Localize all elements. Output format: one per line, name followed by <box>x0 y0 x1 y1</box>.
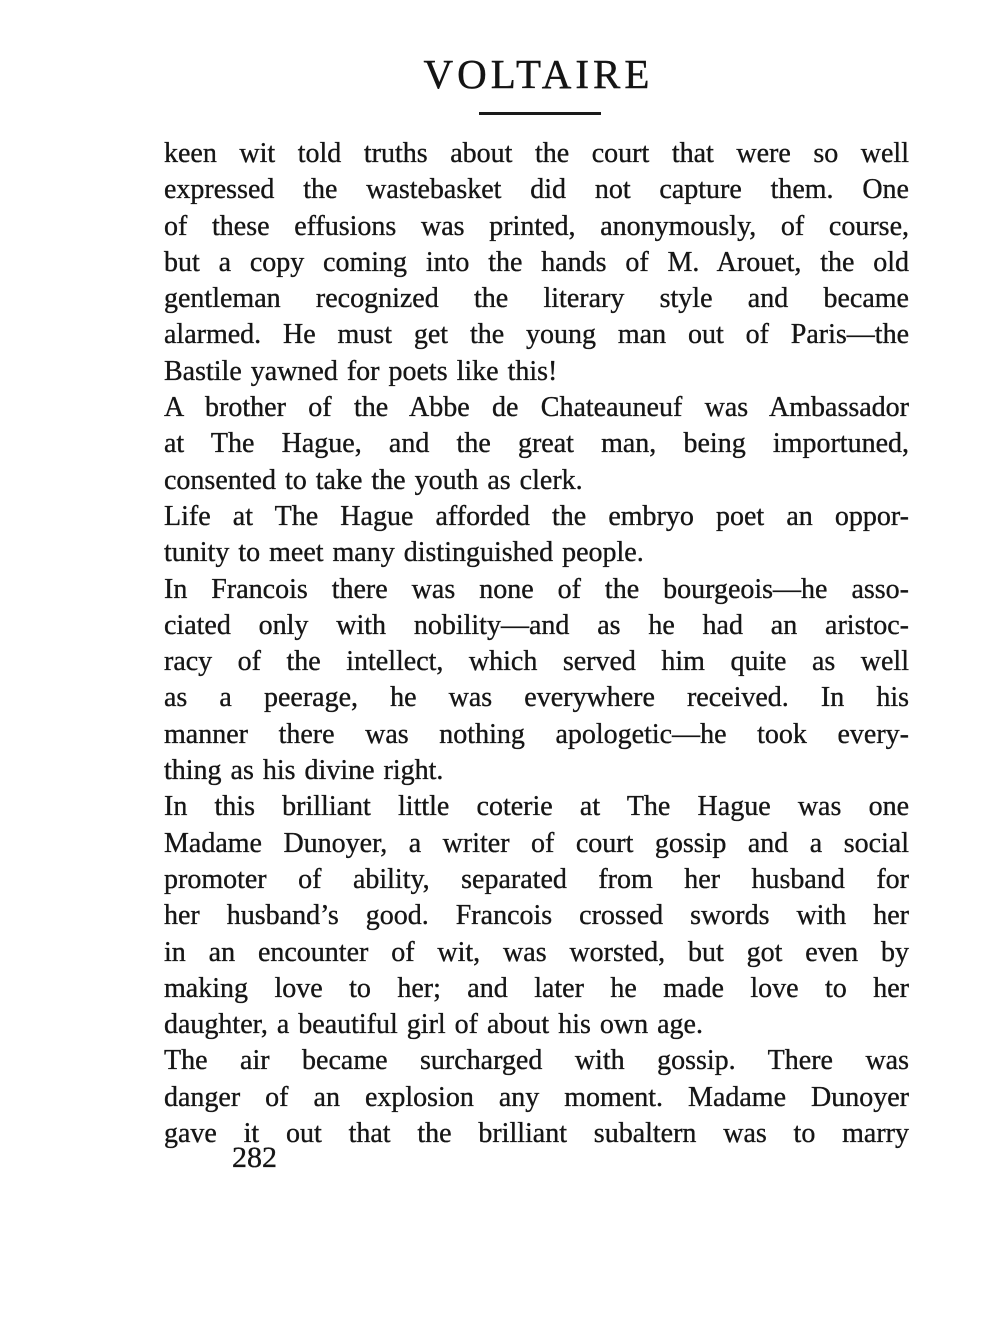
text-line: in an encounter of wit, was worsted, but got even by <box>164 936 909 968</box>
body-text <box>164 136 909 1152</box>
text-line: of these effusions was printed, anonymously, of course, <box>164 210 909 242</box>
text-line: Life at The Hague afforded the embryo poet an oppor- <box>164 500 909 532</box>
text-line: daughter, a beautiful girl of about his own age. <box>164 1009 703 1041</box>
page-title: VOLTAIRE <box>423 51 654 97</box>
text-line: tunity to meet many distinguished people. <box>164 537 644 569</box>
text-line: A brother of the Abbe de Chateauneuf was Ambassador <box>164 392 909 424</box>
text-line: In Francois there was none of the bourgeois—he asso- <box>164 573 909 605</box>
text-line: but a copy coming into the hands of M. Arouet, the old <box>164 246 909 278</box>
text-line: racy of the intellect, which served him quite as well <box>164 646 909 678</box>
text-line: The air became surcharged with gossip. There was <box>164 1045 909 1077</box>
text-line: at The Hague, and the great man, being importuned, <box>164 428 909 460</box>
text-line: Madame Dunoyer, a writer of court gossip and a social <box>164 827 909 859</box>
title-divider-rule <box>479 112 601 115</box>
page-number: 282 <box>232 1141 277 1174</box>
text-line: thing as his divine right. <box>164 755 444 787</box>
text-line: as a peerage, he was everywhere received. In his <box>164 682 909 714</box>
text-line: expressed the wastebasket did not capture them. One <box>164 174 909 206</box>
text-line: Bastile yawned for poets like this! <box>164 355 558 387</box>
text-line: keen wit told truths about the court that were so well <box>164 138 909 169</box>
text-line: manner there was nothing apologetic—he took every- <box>164 718 909 750</box>
text-line: promoter of ability, separated from her husband for <box>164 863 909 895</box>
text-line: danger of an explosion any moment. Madame Dunoyer <box>164 1081 909 1113</box>
text-line: her husband’s good. Francois crossed swords with her <box>164 900 909 932</box>
text-line: ciated only with nobility—and as he had an aristoc- <box>164 609 909 641</box>
text-line: In this brilliant little coterie at The Hague was one <box>164 791 909 823</box>
text-line: gentleman recognized the literary style and became <box>164 283 909 315</box>
text-line: making love to her; and later he made love to her <box>164 972 909 1004</box>
text-line: consented to take the youth as clerk. <box>164 464 583 496</box>
text-line: alarmed. He must get the young man out of Paris—the <box>164 319 909 351</box>
text-line: gave it out that the brilliant subaltern was to marry <box>164 1118 909 1150</box>
